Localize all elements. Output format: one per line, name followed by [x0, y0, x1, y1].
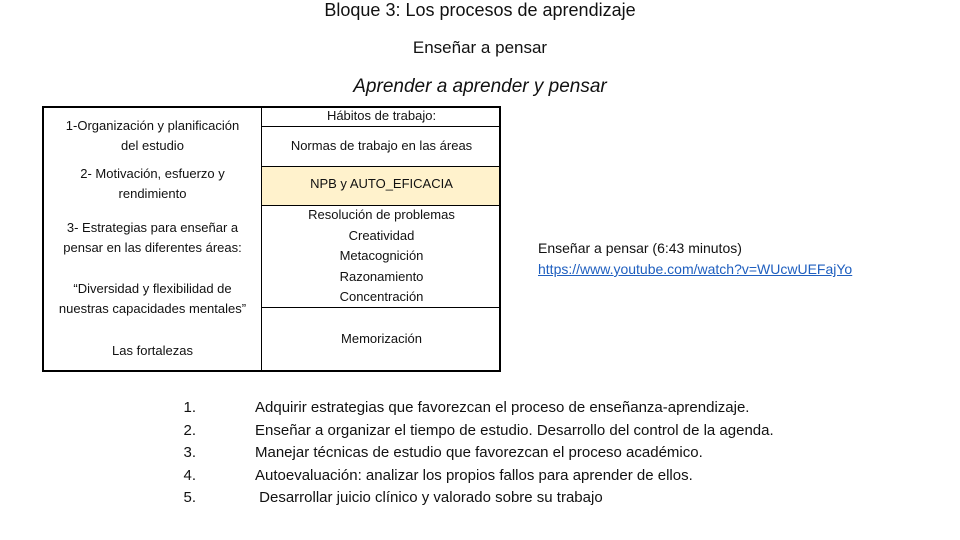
- video-link[interactable]: https://www.youtube.com/watch?v=WUcwUEFajYo: [538, 261, 853, 277]
- left-cell-organizacion: [44, 116, 261, 156]
- left-line: 3- Estrategias para enseñar a: [66, 220, 239, 235]
- objectives-list: [255, 397, 945, 510]
- list-number: 3.: [183, 444, 196, 461]
- right-cell-npb: NPB y AUTO_EFICACIA: [310, 176, 453, 191]
- video-title: Enseñar a pensar (6:43 minutos): [538, 240, 742, 256]
- left-line: pensar en las diferentes áreas:: [63, 240, 242, 255]
- left-cell-diversidad: [44, 279, 261, 319]
- list-number: 4.: [183, 466, 196, 484]
- left-cell-fortalezas: [44, 341, 261, 361]
- list-item: Manejar técnicas de estudio que favorezcan el proceso académico.: [255, 444, 703, 461]
- list-number: 5.: [183, 489, 196, 506]
- right-cell-memorizacion: Memorización: [341, 331, 422, 346]
- list-item: Enseñar a organizar el tiempo de estudio. Desarrollo del control de la agenda.: [255, 421, 774, 439]
- left-line: Las fortalezas: [112, 343, 193, 358]
- skill-item: Resolución de problemas: [308, 207, 455, 222]
- objectives-numbers: [176, 397, 196, 510]
- left-line: 2- Motivación, esfuerzo y: [80, 166, 225, 181]
- left-line: 1-Organización y planificación: [65, 118, 240, 133]
- list-item: Autoevaluación: analizar los propios fallos para aprender de ellos.: [255, 466, 693, 484]
- table-row-divider: [262, 166, 501, 167]
- skill-item: Creatividad: [348, 227, 415, 243]
- left-line: nuestras capacidades mentales”: [58, 301, 247, 316]
- skill-item: Concentración: [339, 289, 424, 304]
- left-line: “Diversidad y flexibilidad de: [73, 281, 232, 296]
- page-subtitle: Enseñar a pensar: [412, 38, 548, 57]
- left-line: rendimiento: [118, 186, 187, 201]
- list-number: 1.: [183, 399, 196, 416]
- skill-item: Razonamiento: [339, 268, 424, 284]
- right-cell-normas: Normas de trabajo en las áreas: [290, 138, 473, 153]
- right-cell-skills: [262, 205, 501, 308]
- skill-item: Metacognición: [339, 248, 424, 263]
- table-row-divider: [262, 126, 501, 127]
- left-cell-estrategias: [44, 218, 261, 258]
- list-number: 2.: [183, 421, 196, 439]
- list-item: Desarrollar juicio clínico y valorado sobre su trabajo: [255, 489, 603, 506]
- left-line: del estudio: [121, 138, 184, 153]
- italic-subtitle: Aprender a aprender y pensar: [353, 76, 607, 97]
- right-cell-habitos: Hábitos de trabajo:: [326, 108, 437, 123]
- left-cell-motivacion: [44, 164, 261, 204]
- list-item: Adquirir estrategias que favorezcan el proceso de enseñanza-aprendizaje.: [255, 399, 750, 416]
- page-title: Bloque 3: Los procesos de aprendizaje: [324, 0, 636, 20]
